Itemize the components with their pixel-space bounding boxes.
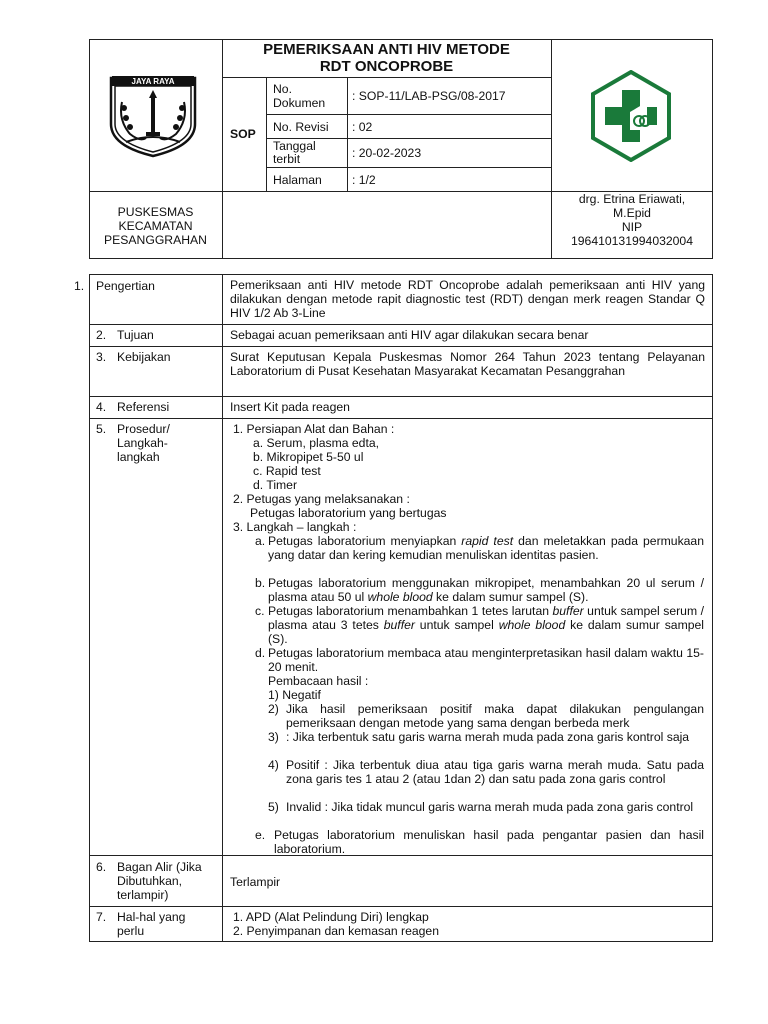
row-label: langkah xyxy=(117,450,160,464)
row-label: Referensi xyxy=(117,400,170,414)
list-marker: 4) xyxy=(268,758,279,772)
sop-label: SOP xyxy=(230,127,256,141)
material-item: d. Timer xyxy=(253,478,298,492)
row-number: 5. xyxy=(96,422,107,436)
step-heading: 1. Persiapan Alat dan Bahan : xyxy=(233,422,395,436)
purpose-text: Sebagai acuan pemeriksaan anti HIV agar dilakukan secara benar xyxy=(230,328,589,342)
row-label: Dibutuhkan, xyxy=(117,874,183,888)
document-title-line2: RDT ONCOPROBE xyxy=(319,58,454,75)
divider xyxy=(89,346,713,347)
divider xyxy=(89,906,713,907)
row-label: Tujuan xyxy=(117,328,154,342)
list-marker: 2) xyxy=(268,702,279,716)
result-item: Positif : Jika terbentuk diua atau tiga garis warna merah muda. Satu pada zona garis tes 1 atau 2 (atau 1dan 2) dan satu pada zona garis control xyxy=(286,758,704,786)
result-item: Invalid : Jika tidak muncul garis warna merah muda pada zona garis control xyxy=(286,800,694,814)
field-label: No. Revisi xyxy=(273,120,329,134)
divider xyxy=(89,418,713,419)
org-name: KECAMATAN xyxy=(118,219,193,233)
step-c-text: Petugas laboratorium menambahkan 1 tetes larutan buffer untuk sampel serum / plasma atau 3 tetes buffer untuk sampel whole blood ke dalam sumur sampel (S). xyxy=(268,604,704,646)
row-number: 4. xyxy=(96,400,107,414)
divider xyxy=(347,77,348,191)
flowchart-text: Terlampir xyxy=(230,875,281,889)
row-label: Hal-hal yang xyxy=(117,910,186,924)
signer-name: drg. Etrina Eriawati, xyxy=(578,192,686,206)
puskesmas-logo xyxy=(585,70,677,162)
divider xyxy=(266,77,267,191)
step-d-text: Petugas laboratorium membaca atau menginterpretasikan hasil dalam waktu 15-20 menit. xyxy=(268,646,704,674)
material-item: c. Rapid test xyxy=(253,464,321,478)
step-a-text: Petugas laboratorium menyiapkan rapid test dan meletakkan pada permukaan yang datar dan kering kemudian menuliskan identitas pasien. xyxy=(268,534,704,562)
jaya-raya-logo xyxy=(106,72,200,158)
divider xyxy=(222,274,223,942)
logo-text: JAYA RAYA xyxy=(131,77,175,86)
list-marker: d. xyxy=(255,646,266,660)
step-text: Petugas laboratorium yang bertugas xyxy=(250,506,447,520)
step-e-text: Petugas laboratorium menuliskan hasil pada pengantar pasien dan hasil laboratorium. xyxy=(274,828,704,856)
reference-text: Insert Kit pada reagen xyxy=(230,400,350,414)
issue-date: : 20-02-2023 xyxy=(352,146,422,160)
result-reading-heading: Pembacaan hasil : xyxy=(268,674,369,688)
row-label: Langkah- xyxy=(117,436,168,450)
field-label: Halaman xyxy=(273,173,322,187)
result-item: Jika hasil pemeriksaan positif maka dapat dilakukan pengulangan pemeriksaan dengan metode yang sama dengan berbeda merk xyxy=(286,702,704,730)
result-item: 1) Negatif xyxy=(268,688,321,702)
row-label: Bagan Alir (Jika xyxy=(117,860,202,874)
divider xyxy=(266,167,551,168)
document-number: : SOP-11/LAB-PSG/08-2017 xyxy=(352,89,506,103)
divider xyxy=(89,396,713,397)
signer-nip: 196410131994032004 xyxy=(570,234,693,248)
note-item: 1. APD (Alat Pelindung Diri) lengkap xyxy=(233,910,429,924)
list-marker: 5) xyxy=(268,800,279,814)
row-label: Prosedur/ xyxy=(117,422,170,436)
revision-number: : 02 xyxy=(352,120,373,134)
policy-text: Surat Keputusan Kepala Puskesmas Nomor 264 Tahun 2023 tentang Pelayanan Laboratorium di Pusat Kesehatan Masyarakat Kecamatan Pesanggrahan xyxy=(230,350,705,378)
definition-text: Pemeriksaan anti HIV metode RDT Oncoprobe adalah pemeriksaan anti HIV yang dilakukan dengan metode rapit diagnostic test (RDT) dengan merk reagen Standar Q HIV 1/2 Ab 3-Line xyxy=(230,278,705,320)
divider xyxy=(266,114,551,115)
step-b-text: Petugas laboratorium menggunakan mikropipet, menambahkan 20 ul serum / plasma atau 50 ul whole blood ke dalam sumur sampel (S). xyxy=(268,576,704,604)
step-heading: 2. Petugas yang melaksanakan : xyxy=(233,492,410,506)
row-label: perlu xyxy=(117,924,145,938)
field-label: No. xyxy=(273,82,292,96)
row-label: Kebijakan xyxy=(117,350,171,364)
row-label: Pengertian xyxy=(96,279,155,293)
list-marker: 3) xyxy=(268,730,279,744)
document-title-line1: PEMERIKSAAN ANTI HIV METODE xyxy=(263,41,510,58)
signer-title: M.Epid xyxy=(613,206,651,220)
row-number: 6. xyxy=(96,860,107,874)
list-marker: b. xyxy=(255,576,266,590)
row-number: 3. xyxy=(96,350,107,364)
note-item: 2. Penyimpanan dan kemasan reagen xyxy=(233,924,439,938)
row-number: 2. xyxy=(96,328,107,342)
material-item: a. Serum, plasma edta, xyxy=(253,436,379,450)
field-label: Dokumen xyxy=(273,96,326,110)
signer-nip-label: NIP xyxy=(621,220,643,234)
row-number: 7. xyxy=(96,910,107,924)
list-marker: e. xyxy=(255,828,266,842)
step-heading: 3. Langkah – langkah : xyxy=(233,520,357,534)
result-item: : Jika terbentuk satu garis warna merah muda pada zona garis kontrol saja xyxy=(286,730,690,744)
org-name: PUSKESMAS xyxy=(117,205,194,219)
page-number: : 1/2 xyxy=(352,173,376,187)
divider xyxy=(222,77,551,78)
field-label: Tanggal xyxy=(273,139,316,153)
row-number: 1. xyxy=(74,279,85,293)
field-label: terbit xyxy=(273,152,301,166)
list-marker: a. xyxy=(255,534,266,548)
divider xyxy=(89,324,713,325)
material-item: b. Mikropipet 5-50 ul xyxy=(253,450,364,464)
row-label: terlampir) xyxy=(117,888,169,902)
org-name: PESANGGRAHAN xyxy=(104,233,207,247)
list-marker: c. xyxy=(255,604,265,618)
